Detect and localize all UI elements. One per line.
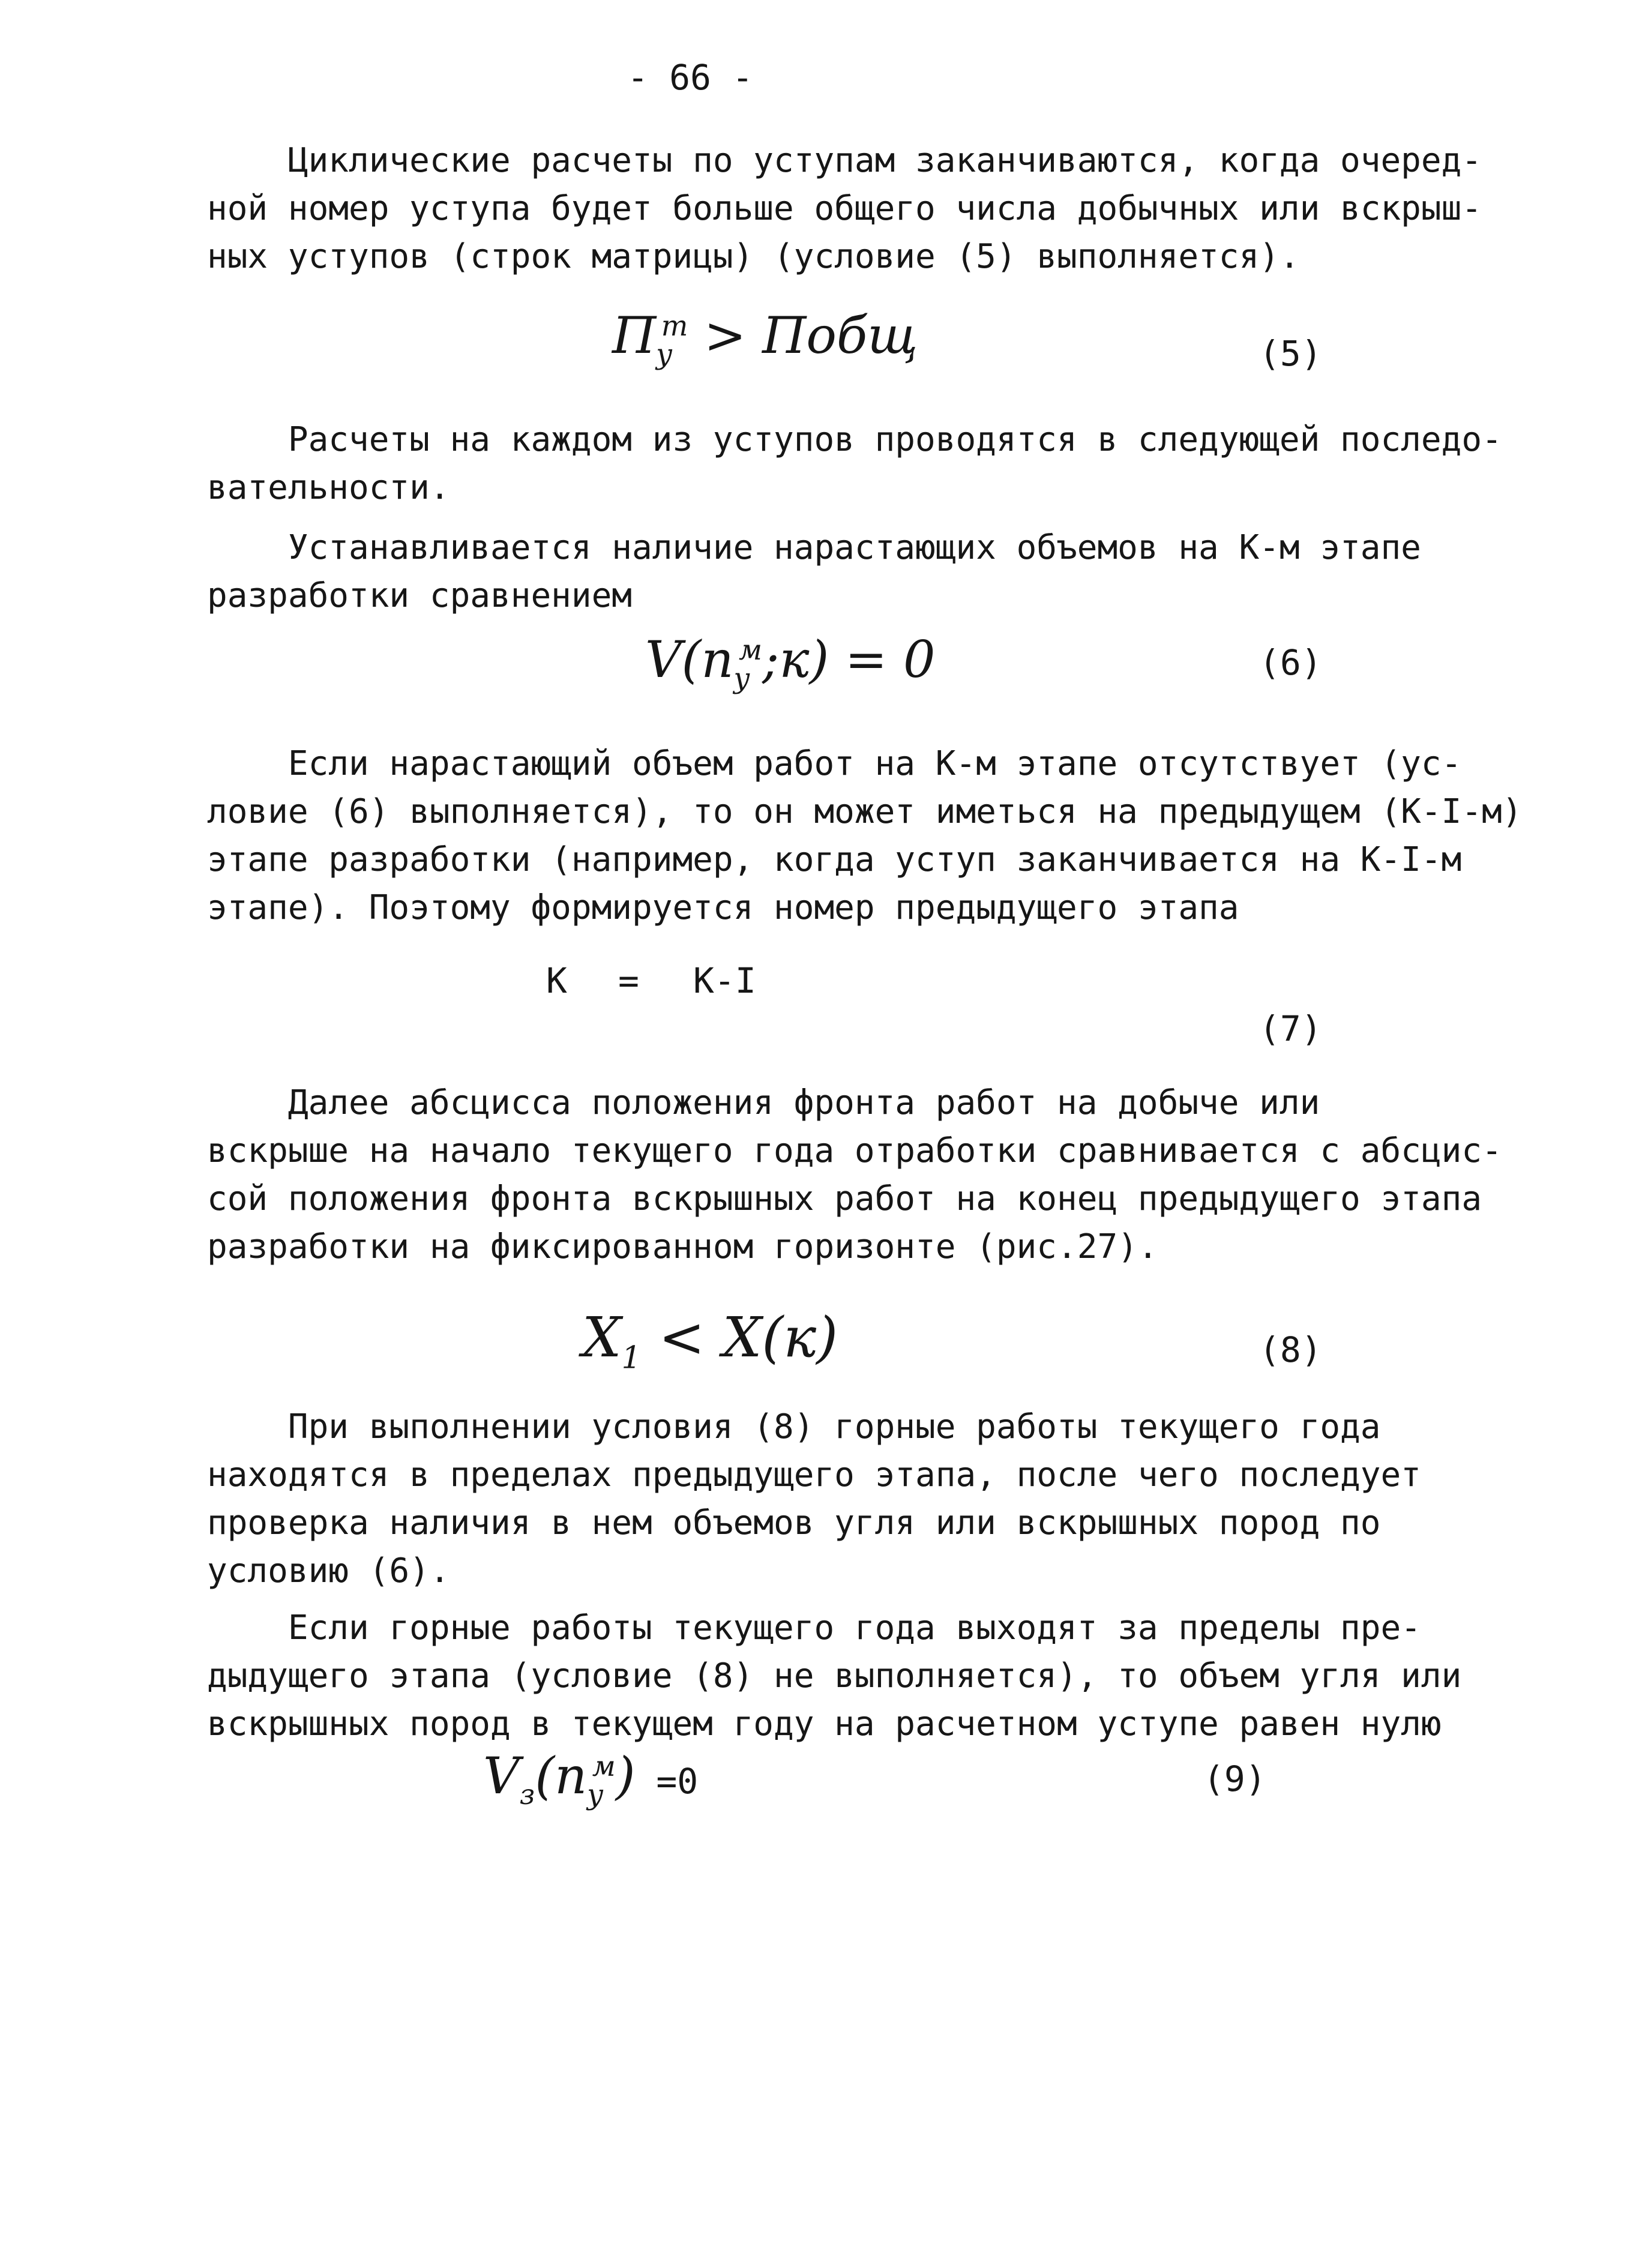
text-line: ной номер уступа будет больше общего числа добычных или вскрыш-	[207, 189, 1482, 228]
text-line: При выполнении условия (8) горные работы текущего года	[207, 1407, 1381, 1446]
text-line: ных уступов (строк матрицы) (условие (5) выполняется).	[207, 237, 1300, 276]
text-line: Если нарастающий объем работ на К-м этапе отсутствует (ус-	[207, 744, 1462, 783]
formula-8: $X_1 < X(к)$	[582, 1305, 838, 1376]
text-line: находятся в пределах предыдущего этапа, после чего последует	[207, 1455, 1421, 1494]
formula-7-rhs: К-I	[693, 960, 756, 1001]
equation-number-8: (8)	[1259, 1329, 1322, 1370]
text-line: дыдущего этапа (условие (8) не выполняется), то объем угля или	[207, 1656, 1462, 1695]
equation-number-5: (5)	[1259, 333, 1322, 374]
equation-number-9: (9)	[1203, 1758, 1266, 1799]
text-line: вательности.	[207, 468, 450, 507]
page-number: - 66 -	[627, 57, 753, 98]
text-line: вскрышных пород в текущем году на расчетном уступе равен нулю	[207, 1704, 1442, 1743]
text-line: Далее абсцисса положения фронта работ на добыче или	[207, 1083, 1320, 1122]
text-line: разработки на фиксированном горизонте (рис.27).	[207, 1227, 1158, 1266]
text-line: этапе). Поэтому формируется номер предыдущего этапа	[207, 888, 1239, 927]
text-line: проверка наличия в нем объемов угля или вскрышных пород по	[207, 1503, 1381, 1542]
text-line: разработки сравнением	[207, 576, 633, 615]
text-line: Расчеты на каждом из уступов проводятся в следующей последо-	[207, 420, 1502, 459]
formula-9: $V_з(п_у^м) =0$	[483, 1746, 699, 1811]
formula-6: $V(п_у^м;к) = 0$	[645, 630, 936, 695]
text-line: Циклические расчеты по уступам заканчиваются, когда очеред-	[207, 141, 1482, 180]
text-line: условию (6).	[207, 1551, 450, 1590]
text-line: Если горные работы текущего года выходят за пределы пре-	[207, 1608, 1421, 1647]
text-line: этапе разработки (например, когда уступ заканчивается на К-I-м	[207, 840, 1462, 879]
formula-7-lhs: К	[546, 960, 567, 1001]
equation-number-7: (7)	[1259, 1008, 1322, 1049]
formula-7-equals: =	[618, 960, 639, 1001]
text-line: Устанавливается наличие нарастающих объемов на К-м этапе	[207, 528, 1421, 567]
formula-5: $П_у^т$ > Побщ	[612, 306, 918, 371]
text-line: вскрыше на начало текущего года отработки сравнивается с абсцис-	[207, 1131, 1502, 1170]
text-line: сой положения фронта вскрышных работ на конец предыдущего этапа	[207, 1179, 1482, 1218]
text-line: ловие (6) выполняется), то он может иметься на предыдущем (К-I-м)	[207, 792, 1523, 831]
equation-number-6: (6)	[1259, 642, 1322, 683]
